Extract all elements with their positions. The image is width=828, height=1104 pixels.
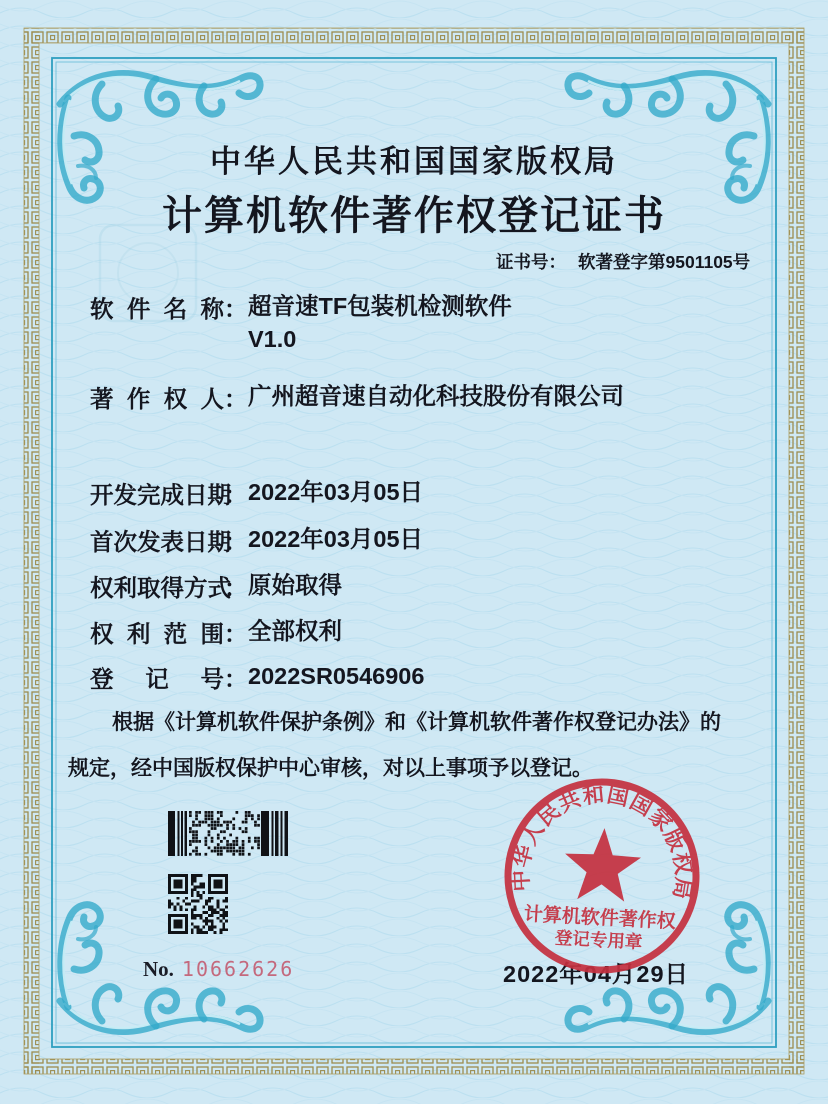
field-value: 原始取得 xyxy=(248,572,342,598)
field-row-software-name xyxy=(90,290,512,356)
seal-line1: 计算机软件著作权 xyxy=(523,903,677,933)
field-row-acquisition-method xyxy=(90,569,342,603)
field-label: 登记号 xyxy=(90,666,224,692)
field-colon: ： xyxy=(224,529,248,555)
field-value: 广州超音速自动化科技股份有限公司 xyxy=(248,383,624,409)
certificate-title: 计算机软件著作权登记证书 xyxy=(162,194,666,238)
field-value: 2022SR0546906 xyxy=(248,663,425,689)
field-value: 2022年03月05日 xyxy=(248,526,424,552)
field-row-first-publication-date xyxy=(90,523,423,557)
barcode xyxy=(168,811,288,856)
seal-line2: 登记专用章 xyxy=(554,927,643,953)
official-seal xyxy=(492,766,712,986)
field-value: 全部权利 xyxy=(248,618,342,644)
certificate-number-label: 证书号： xyxy=(496,252,566,272)
field-colon: ： xyxy=(224,386,248,412)
field-label: 软件名称 xyxy=(90,296,224,322)
field-label: 首次发表日期 xyxy=(90,529,231,555)
field-colon: ： xyxy=(224,575,248,601)
field-value: 超音速TF包装机检测软件 xyxy=(248,293,512,319)
field-row-rights-scope xyxy=(90,615,342,649)
field-row-registration-number xyxy=(90,660,424,694)
field-label: 权利范围 xyxy=(90,621,224,647)
serial-value: 10662626 xyxy=(181,957,295,981)
field-value: 2022年03月05日 xyxy=(248,479,424,505)
field-label: 权利取得方式 xyxy=(90,575,231,601)
serial-number xyxy=(143,957,294,982)
field-value-line2: V1.0 xyxy=(248,326,297,352)
certificate-number xyxy=(496,249,750,274)
qr-code xyxy=(168,874,228,934)
serial-prefix: No. xyxy=(143,957,174,981)
field-colon: ： xyxy=(224,621,248,647)
field-colon: ： xyxy=(224,482,248,508)
field-colon: ： xyxy=(224,666,248,692)
authority-title: 中华人民共和国国家版权局 xyxy=(210,144,618,179)
field-row-copyright-owner xyxy=(90,380,624,414)
field-label: 著作权人 xyxy=(90,386,224,412)
field-colon: ： xyxy=(224,296,248,322)
statement-line2: 规定，经中国版权保护中心审核，对以上事项予以登记。 xyxy=(68,757,593,780)
statement-line1: 根据《计算机软件保护条例》和《计算机软件著作权登记办法》的 xyxy=(112,711,721,734)
issue-date: 2022年04月29日 xyxy=(503,961,690,987)
field-row-completion-date xyxy=(90,476,423,510)
seal-arc-text: 中华人民共和国国家版权局 xyxy=(508,782,696,902)
certificate-number-value: 软著登字第9501105号 xyxy=(578,252,751,272)
star-icon xyxy=(563,826,643,902)
field-label: 开发完成日期 xyxy=(90,482,231,508)
